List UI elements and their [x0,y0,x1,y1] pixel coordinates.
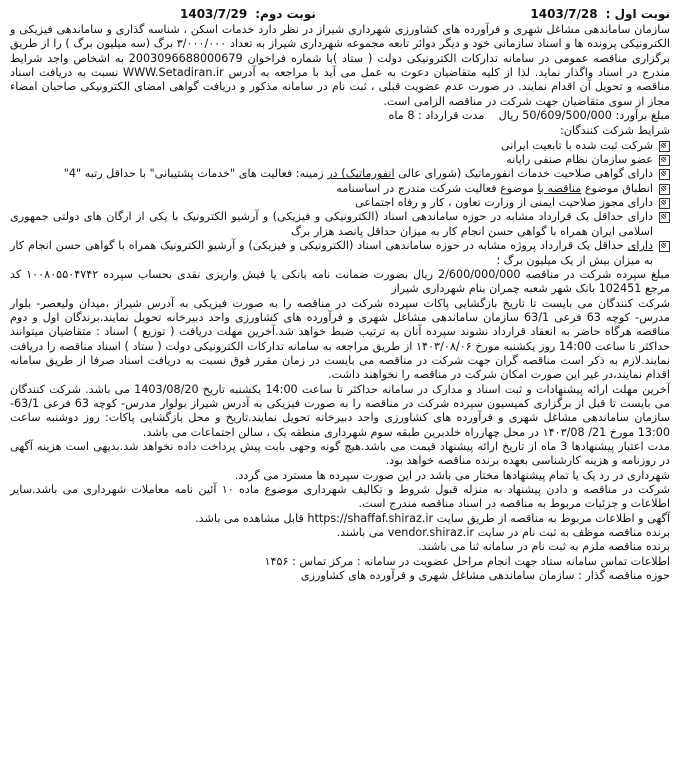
checkbox-icon [659,169,670,180]
checkbox-icon [659,241,670,252]
estimate-value: 50/609/500/000 ریال [498,109,612,123]
duration-label: مدت قرارداد : [418,109,485,123]
second-notice-label: نوبت دوم: [255,7,316,21]
second-notice [180,5,316,23]
checkbox-icon [659,212,670,223]
intro-paragraph: سازمان ساماندهی مشاغل شهری و فرآورده های کشاورزی شهرداری شیراز در نظر دارد خدمات اسکن ، شناسه گذاری و ساماندهی فیزیکی و الکترونیکی پرونده ها و اسناد سازمانی خود و دیگر دوائر تابعه مجموعه شهرداری شیراز به تعداد ۳/۰۰۰/۰۰۰ برگ (سه میلیون برگ ) را از طریق برگزاری مناقصه عمومی در سامانه تدارکات الکترونیکی دولت ( ستاد )با شماره فراخوان 2003096688000679 به اشخاص واجد شرایط مندرج در اسناد واگذار نماید. لذا از کلیه متقاضیان دعوت به عمل می آید با مراجعه به آدرس WWW.Setadiran.ir نسبت به دریافت اسناد مناقصه و تحویل آن اقدام نمایند. در صورت عدم عضویت قبلی ، ثبت نام در سامانه مذکور و دریافت گواهی امضای الکترونیکی صاحبان امضاء مجاز از سوی متقاضیان جهت شرکت در مناقصه الزامی است. [10,23,670,108]
condition-item [10,182,670,196]
sana-registration-paragraph: برنده مناقصه ملزم به ثبت نام در سامانه ثنا می باشند. [418,540,670,554]
checkbox-icon [659,141,670,152]
estimate-line [10,109,670,123]
checkbox-icon [659,198,670,209]
condition-text [10,182,653,196]
condition-item [10,153,670,167]
deposit-delivery-paragraph: شرکت کنندگان می بایست تا تاریخ بازگشایی پاکات سپرده شرکت در مناقصه را به صورت فیزیکی به آدرس شیراز ،میدان ولیعصر- بلوار مدرس- کوچه 63 فرعی 63/1 سازمان ساماندهی مشاغل شهری و فرآورده های کشاورزی واحد دبیرخانه تحویل نمایند.برندگان اول و دوم مناقصه هرگاه حاضر به انعقاد قرارداد نشوند سپرده آنان به ترتیب ضبط خواهد شد.آخرین مهلت دریافت ( توزیع ) اسناد : متقاضیان میتوانند حداکثر تا ساعت 14:00 روز یکشنبه مورخ ۱۴۰۳/۰۸/۰۶ از طریق مراجعه به سامانه تدارکات الکترونیکی دولت ( ستاد ) اسناد مناقصه را دریافت نمایند.لازم به ذکر است مناقصه گران جهت شرکت در مناقصه می بایست در زمان مقرر فوق نسبت به دریافت اسناد صرفا از طریق سامانه اقدام نمایند،در غیر این صورت امکان شرکت در مناقصه را نخواهند داشت. [10,296,670,382]
second-notice-date: 1403/7/29 [180,7,248,21]
condition-text: دارای مجوز صلاحیت ایمنی از وزارت تعاون ، کار و رفاه اجتماعی [354,196,653,210]
condition-text-part: انطباق موضوع [581,181,653,195]
rejection-paragraph: شهرداری در رد یک یا تمام پیشنهادها مختار می باشد در این صورت سپرده ها مسترد می گردد. [234,468,670,482]
checkbox-icon [659,155,670,166]
condition-underlined-text: مناقصه با [537,181,582,195]
deposit-paragraph: مبلغ سپرده شرکت در مناقصه 2/600/000/000 ریال بصورت ضمانت نامه بانکی یا فیش واریزی نقدی بحساب سپرده ۱۰۰۸۰۵۵۰۴۷۴۲ کد مرجع 102451 بانک شهر شعبه چمران بنام شهرداری شیراز [10,267,671,296]
first-notice-date: 1403/7/28 [530,7,598,21]
website-paragraph: آگهی و اطلاعات مربوط به مناقصه از طریق سایت https://shaffaf.shiraz.ir قابل مشاهده می باشد. [195,511,670,525]
conditions-list [10,139,670,268]
tender-authority-paragraph: حوزه مناقصه گذار : سازمان ساماندهی مشاغل شهری و فرآورده های کشاورزی [300,569,670,583]
condition-text-part: حداقل یک قرارداد پروژه مشابه در حوزه ساماندهی اسناد (الکترونیکی و فیزیکی) و آرشیو الکترونیک همراه با گواهی حسن انجام کار به میزان بیش از یک میلیون برگ ؛ [10,239,653,267]
condition-text-part: موضوع فعالیت شرکت مندرج در اساسنامه [336,181,538,195]
validity-paragraph: مدت اعتبار پیشنهادها 3 ماه از تاریخ ارائه پیشنهاد قیمت می باشد.هیچ گونه وجهی بابت پیش پرداخت داده نخواهد شد.بدیهی است هزینه آگهی در روزنامه و هزینه کارشناسی بعهده برنده مناقصه خواهد بود. [10,439,670,468]
condition-text: عضو سازمان نظام صنفی رایانه [506,153,653,167]
deadline-paragraph: آخرین مهلت ارائه پیشنهادات و ثبت اسناد و مدارک در سامانه حداکثر تا ساعت 14:00 یکشنبه تاریخ 1403/08/20 می باشد. شرکت کنندگان می بایست تا قبل از برگزاری کمیسیون سپرده شرکت در مناقصه را به صورت فیزیکی به آدرس شیراز بولوار مدرس- کوچه 63 فرعی 63/1- سازمان ساماندهی مشاغل شهری و فرآورده های کشاورزی واحد دبیرخانه تحویل نمایند.تاریخ و محل بازگشایی پاکات: روز دوشنبه ساعت 13:00 مورخ 21/ ۱۴۰۳/08 در محل چهارراه خلدبرین طبقه سوم شهرداری منطقه یک ، سالن اجتماعات می باشد. [10,382,670,439]
first-notice [530,5,670,23]
conditions-title: شرایط شرکت کنندگان: [559,124,670,138]
condition-text-part: زمینه: فعالیت های "خدمات پشتیبانی" با حداقل رتبه "4" [63,167,328,181]
condition-item [10,167,670,181]
vendor-registration-paragraph: برنده مناقصه موظف به ثبت نام در سایت vendor.shiraz.ir می باشند. [336,526,670,540]
condition-item [10,196,670,210]
condition-item [10,239,670,268]
condition-text [10,239,653,268]
condition-text [10,167,653,181]
estimate-label: مبلغ برآورد: [615,109,670,123]
condition-underlined-text: دارای [627,239,653,253]
condition-text: دارای حداقل یک قرارداد مشابه در حوزه ساماندهی اسناد (الکترونیکی و فیزیکی) و آرشیو الکترونیک با یکی از ارگان های دولتی جمهوری اسلامی ایران همراه با گواهی حسن انجام کار به میزان حداقل پانصد هزار برگ [10,210,653,238]
duration-value: 8 ماه [388,109,415,123]
condition-item [10,210,670,239]
checkbox-icon [659,184,670,195]
condition-item [10,139,670,153]
terms-paragraph: شرکت در مناقصه و دادن پیشنهاد به منزله قبول شروط و تکالیف شهرداری موضوع ماده ۱۰ آئین نامه معاملات شهرداری می باشد.سایر اطلاعات و جزئیات مربوط به مناقصه در اسناد مناقصه مندرج است. [10,483,670,511]
condition-text-part: دارای گواهی صلاحیت خدمات انفورماتیک (شورای عالی [394,167,653,181]
condition-text: شرکت ثبت شده با تابعیت ایرانی [500,138,653,152]
notice-header [10,5,670,23]
condition-underlined-text: انفورماتیک) در [327,167,395,181]
contact-paragraph: اطلاعات تماس سامانه ستاد جهت انجام مراحل عضویت در سامانه : مرکز تماس : ۱۴۵۶ [264,554,670,568]
first-notice-label: نوبت اول : [605,7,670,21]
